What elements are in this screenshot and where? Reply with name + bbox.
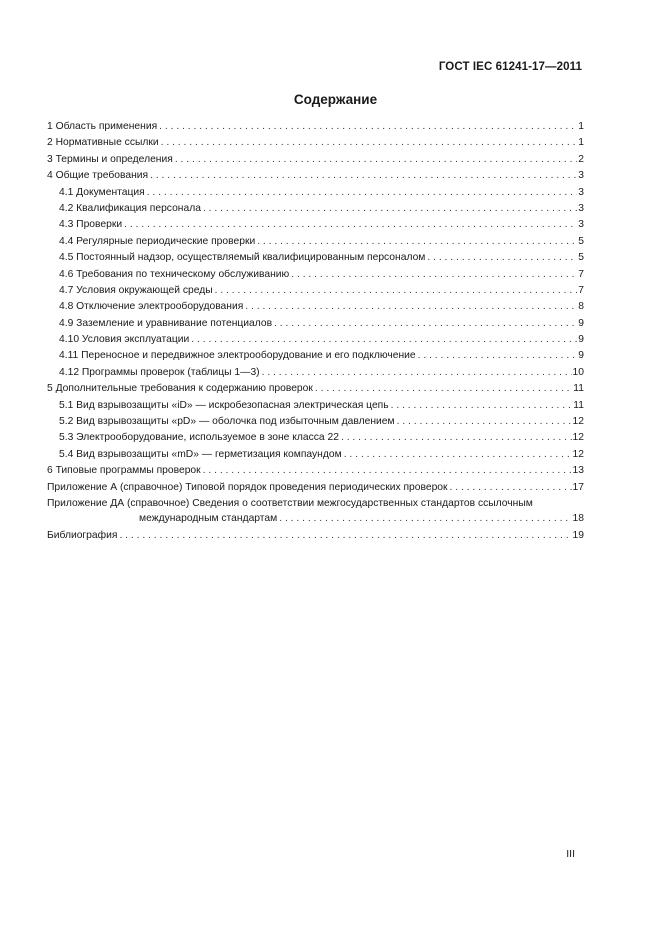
toc-entry-label: 4 Общие требования (47, 170, 149, 182)
toc-entry-label: международным стандартам (139, 513, 278, 525)
toc-leader-dots (245, 299, 577, 315)
toc-leader-dots (191, 332, 577, 348)
toc-leader-dots (418, 348, 578, 364)
toc-entry-label: 4.12 Программы проверок (таблицы 1—3) (59, 366, 260, 378)
toc-entry-label: 5.2 Вид взрывозащиты «pD» — оболочка под избыточным давлением (59, 416, 395, 428)
toc-entry[interactable] (47, 496, 584, 512)
toc-leader-dots (147, 185, 578, 201)
toc-entry-page: 1 (578, 121, 584, 132)
toc-leader-dots (450, 480, 572, 496)
toc-entry[interactable] (47, 528, 584, 544)
toc-entry-page: 12 (572, 448, 584, 460)
toc-entry[interactable] (47, 398, 584, 414)
toc-leader-dots (391, 398, 573, 414)
toc-entry-page: 9 (578, 334, 584, 346)
toc-entry[interactable] (47, 365, 584, 381)
toc-entry-label: 4.11 Переносное и передвижное электрооборудование и его подключение (59, 350, 416, 362)
toc-leader-dots (203, 201, 577, 217)
toc-entry-page: 10 (572, 366, 584, 378)
toc-entry-page: 17 (572, 481, 584, 493)
toc-entry[interactable] (47, 152, 584, 168)
toc-entry[interactable] (47, 414, 584, 430)
toc-leader-dots (161, 135, 578, 151)
toc-entry[interactable] (47, 348, 584, 364)
toc-leader-dots (315, 381, 572, 397)
toc-entry[interactable] (47, 480, 584, 496)
toc-entry-label: 4.8 Отключение электрооборудования (59, 301, 244, 313)
toc-leader-dots (119, 528, 571, 544)
toc-entry-label: 4.9 Заземление и уравнивание потенциалов (59, 317, 273, 329)
toc-entry[interactable] (47, 168, 584, 184)
toc-leader-dots (257, 234, 577, 250)
toc-leader-dots (124, 217, 577, 233)
toc-entry-page: 9 (578, 350, 584, 362)
toc-entry[interactable] (47, 185, 584, 201)
toc-entry[interactable] (47, 283, 584, 299)
toc-entry-label: 5 Дополнительные требования к содержанию проверок (47, 383, 313, 395)
toc-entry[interactable] (47, 250, 584, 266)
toc-leader-dots (291, 267, 577, 283)
toc-entry-label: 5.3 Электрооборудование, используемое в зоне класса 22 (59, 432, 339, 444)
toc-entry[interactable] (47, 135, 584, 151)
toc-entry[interactable] (47, 316, 584, 332)
toc-entry[interactable] (47, 511, 584, 527)
toc-entry-page: 3 (578, 219, 584, 231)
toc-leader-dots (279, 511, 571, 527)
toc-entry-label: 2 Нормативные ссылки (47, 137, 159, 149)
toc-entry-label: 4.3 Проверки (59, 219, 123, 231)
toc-entry-page: 3 (578, 170, 584, 182)
toc-entry-page: 11 (573, 399, 584, 411)
toc-entry-label: 4.2 Квалификация персонала (59, 202, 201, 214)
toc-entry-label: 4.7 Условия окружающей среды (59, 284, 213, 296)
toc-entry[interactable] (47, 332, 584, 348)
toc-entry-page: 3 (578, 202, 584, 214)
toc-entry-page: 1 (578, 137, 584, 149)
toc-entry[interactable] (47, 299, 584, 315)
toc-entry-label: 5.1 Вид взрывозащиты «iD» — искробезопасная электрическая цепь (59, 399, 389, 411)
toc-entry-page: 5 (578, 235, 584, 247)
toc-leader-dots (274, 316, 577, 332)
page-title: Содержание (293, 92, 378, 107)
toc-entry-label: 3 Термины и определения (47, 153, 173, 165)
toc-entry-page: 19 (572, 529, 584, 541)
document-header: ГОСТ IEC 61241-17—2011 (438, 61, 582, 73)
toc-entry[interactable] (47, 447, 584, 463)
toc-leader-dots (341, 430, 572, 446)
toc-leader-dots (344, 447, 572, 463)
toc-entry-label: Приложение А (справочное) Типовой порядок проведения периодических проверок (47, 481, 448, 493)
toc-entry-page: 13 (572, 465, 584, 477)
toc-leader-dots (427, 250, 577, 266)
toc-entry-page: 8 (578, 301, 584, 313)
toc-entry[interactable] (47, 381, 584, 397)
toc-entry[interactable] (47, 267, 584, 283)
toc-entry-label: 6 Типовые программы проверок (47, 465, 201, 477)
toc-entry-page: 5 (578, 252, 584, 264)
toc-entry-page: 7 (578, 284, 584, 296)
toc-entry[interactable] (47, 430, 584, 446)
toc-entry[interactable] (47, 201, 584, 217)
toc-leader-dots (175, 152, 577, 168)
toc-entry-page: 9 (578, 317, 584, 329)
table-of-contents (47, 119, 584, 544)
toc-entry-label: 4.10 Условия эксплуатации (59, 334, 190, 346)
toc-leader-dots (203, 463, 572, 479)
toc-entry-label: 4.4 Регулярные периодические проверки (59, 235, 256, 247)
toc-entry-page: 12 (572, 432, 584, 444)
toc-entry-label: 4.1 Документация (59, 186, 145, 198)
toc-entry[interactable] (47, 234, 584, 250)
toc-entry-label: 4.6 Требования по техническому обслуживанию (59, 268, 290, 280)
toc-entry-label: 4.5 Постоянный надзор, осуществляемый квалифицированным персоналом (59, 252, 426, 264)
toc-entry-page: 7 (578, 268, 584, 280)
toc-leader-dots (397, 414, 572, 430)
toc-entry-page: 2 (578, 153, 584, 165)
toc-leader-dots (159, 119, 577, 135)
toc-entry-label: 1 Область применения (47, 121, 158, 132)
toc-entry-page: 18 (572, 513, 584, 525)
toc-entry[interactable] (47, 463, 584, 479)
toc-leader-dots (215, 283, 578, 299)
toc-entry-page: 12 (572, 416, 584, 428)
toc-entry-page: 11 (573, 383, 584, 395)
toc-entry-label: Библиография (47, 529, 118, 541)
toc-entry-label: Приложение ДА (справочное) Сведения о соответствии межгосударственных стандартов ссылочным (47, 497, 533, 509)
toc-entry[interactable] (47, 119, 584, 135)
toc-entry-page: 3 (578, 186, 584, 198)
toc-leader-dots (150, 168, 577, 184)
page-number: III (566, 848, 575, 860)
toc-leader-dots (262, 365, 572, 381)
toc-entry-label: 5.4 Вид взрывозащиты «mD» — герметизация компаундом (59, 448, 342, 460)
toc-entry[interactable] (47, 217, 584, 233)
